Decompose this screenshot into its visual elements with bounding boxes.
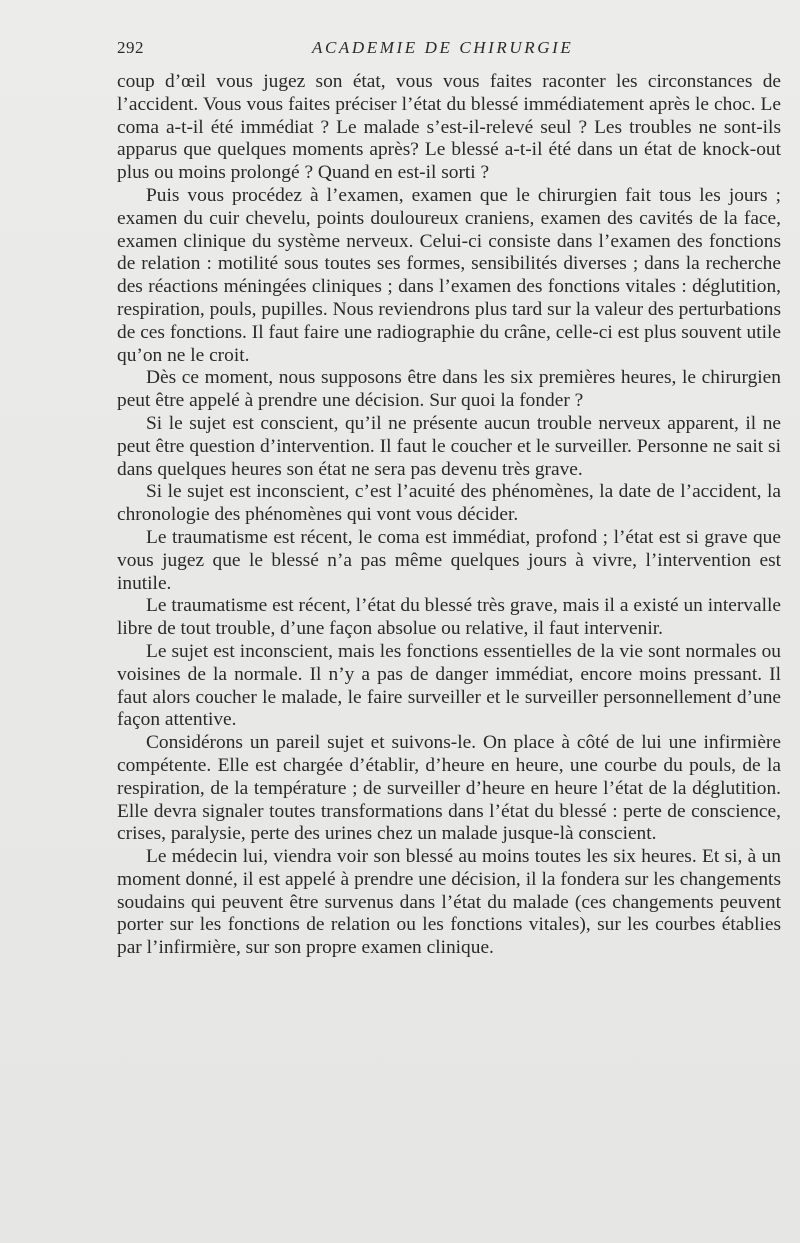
paragraph: coup d’œil vous jugez son état, vous vous faites raconter les circonstances de l’accident. Vous vous faites préciser l’état du blessé immédiatement après le choc. Le coma a-t-il été immédiat ? Le malade s’est-il-relevé seul ? Les troubles ne sont-ils apparus que quelques moments après? Le blessé a-t-il été dans un état de knock-out plus ou moins prolongé ? Quand en est-il sorti ? (117, 71, 781, 184)
paragraph: Puis vous procédez à l’examen, examen que le chirurgien fait tous les jours ; examen du cuir chevelu, points douloureux craniens, examen des cavités de la face, examen clinique du système nerveux. Celui-ci consiste dans l’examen des fonctions de relation : motilité sous toutes ses formes, sensibilités diverses ; dans la recherche des réactions méningées cliniques ; dans l’examen des fonctions vitales : déglutition, respiration, pouls, pupilles. Nous reviendrons plus tard sur la valeur des perturbations de ces fonctions. Il faut faire une radiographie du crâne, celle-ci est plus souvent utile qu’on ne le croit. (117, 184, 781, 366)
page-number: 292 (117, 38, 144, 57)
body-text (117, 71, 781, 960)
paragraph: Si le sujet est conscient, qu’il ne présente aucun trouble nerveux apparent, il ne peut être question d’intervention. Il faut le coucher et le surveiller. Personne ne sait si dans quelques heures son état ne sera pas devenu très grave. (117, 412, 781, 480)
paragraph: Si le sujet est inconscient, c’est l’acuité des phénomènes, la date de l’accident, la chronologie des phénomènes qui vont vous décider. (117, 481, 781, 526)
paragraph: Le sujet est inconscient, mais les fonctions essentielles de la vie sont normales ou voisines de la normale. Il n’y a pas de danger immédiat, encore moins pressant. Il faut alors coucher le malade, le faire surveiller et le surveiller personnellement d’une façon attentive. (117, 640, 781, 731)
paragraph: Dès ce moment, nous supposons être dans les six premières heures, le chirurgien peut être appelé à prendre une décision. Sur quoi la fonder ? (117, 367, 781, 412)
running-title: ACADEMIE DE CHIRURGIE (312, 38, 574, 57)
page-header (117, 38, 781, 58)
paragraph: Le médecin lui, viendra voir son blessé au moins toutes les six heures. Et si, à un moment donné, il est appelé à prendre une décision, il la fondera sur les changements soudains qui peuvent être survenus dans l’état du malade (ces changements peuvent porter sur les fonctions de relation ou les fonctions vitales), sur les courbes établies par l’infirmière, sur son propre examen clinique. (117, 846, 781, 959)
paragraph: Le traumatisme est récent, l’état du blessé très grave, mais il a existé un intervalle libre de tout trouble, d’une façon absolue ou relative, il faut intervenir. (117, 595, 781, 640)
paragraph: Considérons un pareil sujet et suivons-le. On place à côté de lui une infirmière compétente. Elle est chargée d’établir, d’heure en heure, une courbe du pouls, de la respiration, de la température ; de surveiller d’heure en heure l’état de la déglutition. Elle devra signaler toutes transformations dans l’état du blessé : perte de conscience, crises, paralysie, perte des urines chez un malade jusque-là conscient. (117, 732, 781, 845)
paragraph: Le traumatisme est récent, le coma est immédiat, profond ; l’état est si grave que vous jugez que le blessé n’a pas même quelques jours à vivre, l’intervention est inutile. (117, 526, 781, 594)
